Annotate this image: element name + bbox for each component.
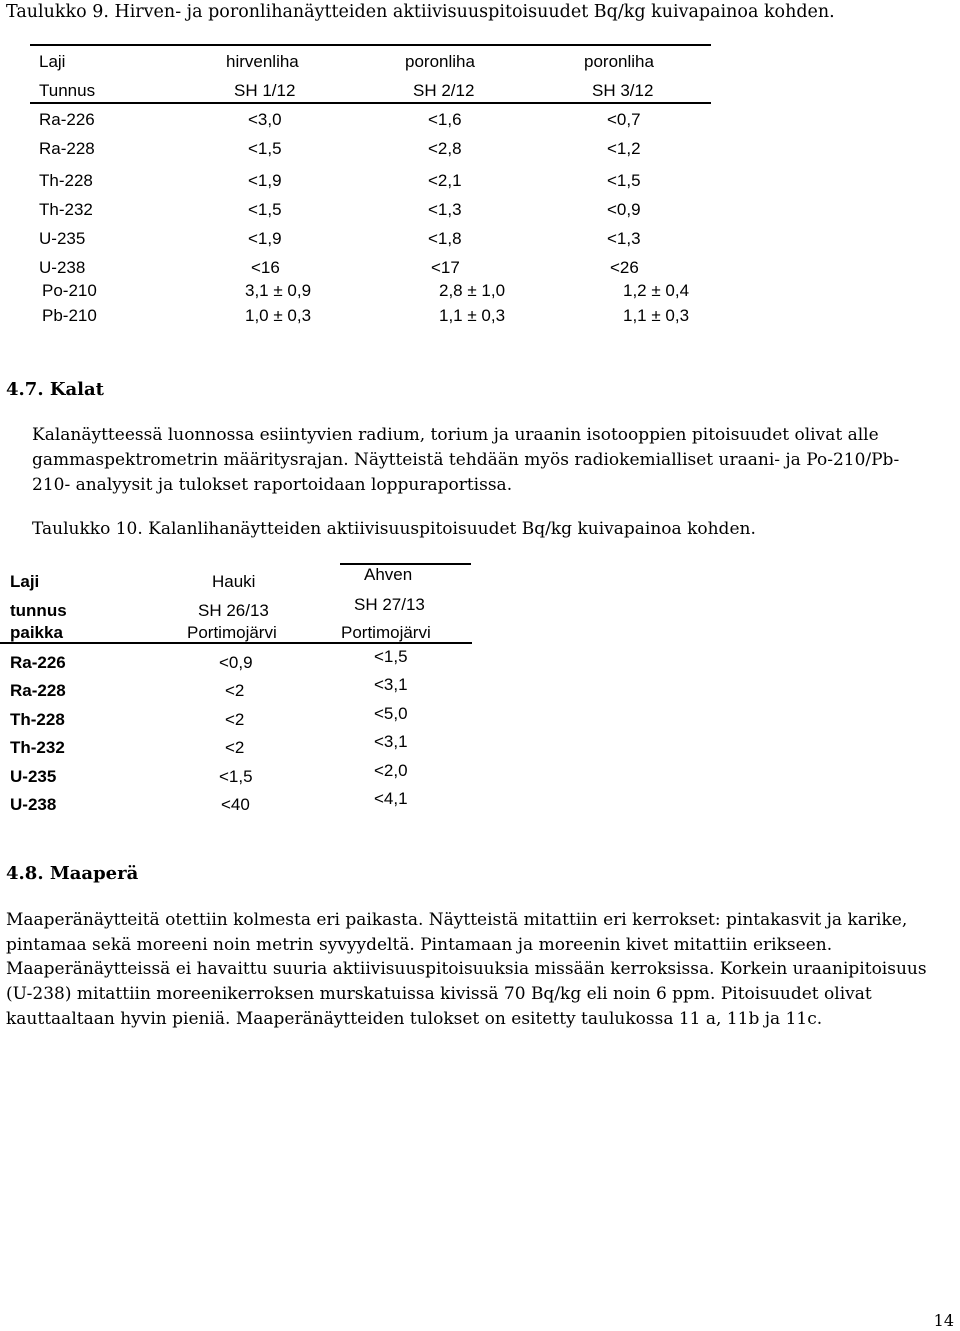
table9-header-cell: poronliha	[584, 52, 654, 71]
table9-header-cell: poronliha	[405, 52, 475, 71]
table10-cell: <0,9	[219, 653, 253, 672]
table9-cell: <2,1	[428, 171, 462, 190]
table10-cell: <3,1	[374, 732, 408, 751]
table10-cell: <1,5	[374, 647, 408, 666]
table9-cell: <1,9	[248, 229, 282, 248]
table9-cell: <1,5	[607, 171, 641, 190]
table9-cell: Th-228	[39, 171, 93, 190]
table10-cell: <2,0	[374, 761, 408, 780]
table9-row	[30, 200, 711, 222]
table9-cell: <1,5	[248, 139, 282, 158]
table9-cell: <1,3	[428, 200, 462, 219]
section-48-paragraph-line: Maaperänäytteissä ei havaittu suuria aktiivisuuspitoisuuksia missään kerroksissa. Korkein uraanipitoisuus	[6, 959, 927, 979]
table10-cell: U-235	[10, 767, 57, 786]
table10-header-cell: Hauki	[212, 572, 256, 591]
table9-row	[30, 139, 711, 161]
table10-cell: Th-228	[10, 710, 65, 729]
table9-cell: 1,0 ± 0,3	[245, 306, 312, 325]
section-48-paragraph-line: kauttaaltaan hyvin pieniä. Maaperänäytteiden tulokset on esitetty taulukossa 11 a, 11b ja 11c.	[6, 1009, 823, 1029]
section-47-paragraph-line: Kalanäytteessä luonnossa esiintyvien radium, torium ja uraanin isotooppien pitoisuudet olivat alle	[32, 425, 879, 445]
section-47-paragraph-line: 210- analyysit ja tulokset raportoidaan loppuraportissa.	[32, 475, 513, 495]
table9-header-cell: Laji	[39, 52, 66, 71]
table9-cell: 1,2 ± 0,4	[623, 281, 690, 300]
table9-cell: Th-232	[39, 200, 93, 219]
table9-header-cell: Tunnus	[39, 81, 96, 100]
table9-cell: <3,0	[248, 110, 282, 129]
section-48-paragraph-line: Maaperänäytteitä otettiin kolmesta eri paikasta. Näytteistä mitattiin eri kerrokset: pintakasvit ja karike,	[6, 910, 908, 930]
table10-header-cell: SH 26/13	[198, 601, 269, 620]
table9-cell: 1,1 ± 0,3	[439, 306, 506, 325]
table9-header-cell: hirvenliha	[226, 52, 299, 71]
table9-header-rule	[30, 102, 711, 104]
table10-cell: <2	[225, 681, 245, 700]
section-47-paragraph-line: gammaspektrometrin määritysrajan. Näytteistä tehdään myös radiokemialliset uraani- ja Po-210/Pb-	[32, 450, 900, 470]
table9-cell: U-235	[39, 229, 86, 248]
table10-cell: <5,0	[374, 704, 408, 723]
table9-row	[30, 281, 711, 303]
table9-cell: <1,2	[607, 139, 641, 158]
table9-cell: <1,9	[248, 171, 282, 190]
table10-header-cell: SH 27/13	[354, 595, 425, 614]
table9-row	[30, 110, 711, 132]
table10-cell: <4,1	[374, 789, 408, 808]
section-48-paragraph-line: (U-238) mitattiin moreenikerroksen murskatuissa kivissä 70 Bq/kg eli noin 6 ppm. Pitoisuudet olivat	[6, 984, 872, 1004]
table9-cell: <17	[431, 258, 460, 277]
table9-row	[30, 306, 711, 328]
section-48-paragraph-line: pintamaa sekä moreeni noin metrin syvyydeltä. Pintamaan ja moreenin kivet mitattiin erikseen.	[6, 935, 833, 955]
table9-cell: <16	[251, 258, 280, 277]
table9-header-cell: SH 2/12	[413, 81, 475, 100]
table10-cell: <3,1	[374, 675, 408, 694]
table9-cell: <2,8	[428, 139, 462, 158]
table10-cell: <1,5	[219, 767, 253, 786]
table9-top-rule	[30, 44, 711, 46]
table10-header-cell: Portimojärvi	[187, 623, 277, 642]
table10-header-cell: paikka	[10, 623, 63, 642]
table9-header-row	[30, 52, 711, 74]
table9-row	[30, 229, 711, 251]
table9-cell: <1,5	[248, 200, 282, 219]
table9-cell: 2,8 ± 1,0	[439, 281, 506, 300]
table9-cell: Po-210	[42, 281, 97, 300]
table10-cell: Th-232	[10, 738, 65, 757]
table9-row	[30, 171, 711, 193]
table10-cell: <40	[221, 795, 250, 814]
table9-header-cell: SH 3/12	[592, 81, 654, 100]
table9-header-row	[30, 81, 711, 103]
table9-cell: <0,9	[607, 200, 641, 219]
table9-cell: Ra-226	[39, 110, 95, 129]
table9-cell: U-238	[39, 258, 86, 277]
table9-cell: 1,1 ± 0,3	[623, 306, 690, 325]
table10-header-cell: Portimojärvi	[341, 623, 431, 642]
section-47-heading: 4.7. Kalat	[6, 379, 104, 400]
table9-cell: Pb-210	[42, 306, 97, 325]
page-number: 14	[933, 1311, 954, 1330]
table9-cell: <1,8	[428, 229, 462, 248]
table9-cell: <1,3	[607, 229, 641, 248]
table10-header-cell: Ahven	[364, 565, 413, 584]
table9-cell: <0,7	[607, 110, 641, 129]
table9-header-cell: SH 1/12	[234, 81, 296, 100]
table10-cell: <2	[225, 710, 245, 729]
table10-header-cell: Laji	[10, 572, 40, 591]
table10-cell: Ra-228	[10, 681, 66, 700]
table9-cell: Ra-228	[39, 139, 95, 158]
table9-cell: <1,6	[428, 110, 462, 129]
section-48-heading: 4.8. Maaperä	[6, 863, 139, 884]
table10-cell: <2	[225, 738, 245, 757]
table9-caption: Taulukko 9. Hirven- ja poronlihanäytteiden aktiivisuuspitoisuudet Bq/kg kuivapainoa kohden.	[6, 2, 835, 22]
table10-cell: U-238	[10, 795, 57, 814]
table9-cell: <26	[610, 258, 639, 277]
table10-cell: Ra-226	[10, 653, 66, 672]
table10-caption: Taulukko 10. Kalanlihanäytteiden aktiivisuuspitoisuudet Bq/kg kuivapainoa kohden.	[32, 519, 756, 539]
table9-cell: 3,1 ± 0,9	[245, 281, 312, 300]
table10-header-cell: tunnus	[10, 601, 67, 620]
table9-row	[30, 258, 711, 280]
